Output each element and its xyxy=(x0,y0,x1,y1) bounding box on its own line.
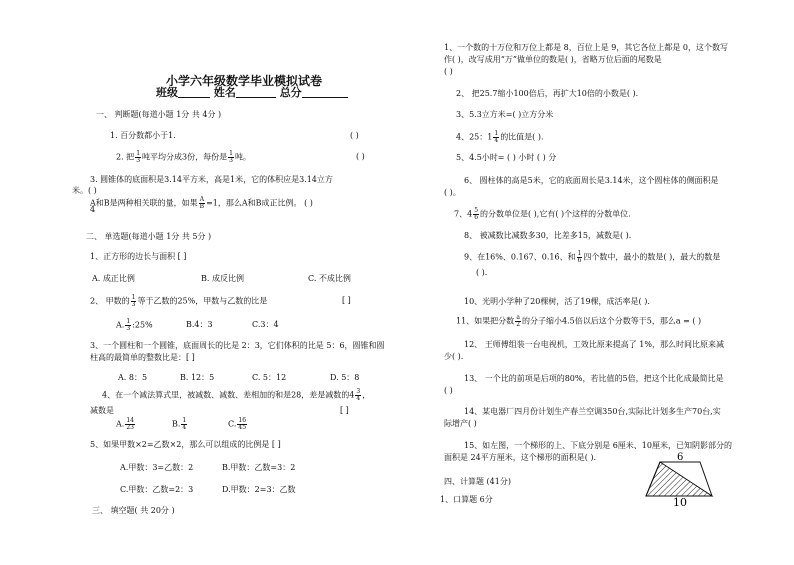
trapezoid-top-label: 6 xyxy=(677,452,684,463)
fill-q5: 5、4.5小时= ( ) 小时 ( ) 分 xyxy=(456,153,557,162)
total-blank[interactable] xyxy=(302,97,348,98)
fill-q10: 10、光明小学种了20棵树，活了19棵，成活率是( ). xyxy=(464,297,650,306)
choice-q2-option-a[interactable]: A. $\frac{1}{3}$ :25% xyxy=(116,318,153,332)
choice-q4-option-c[interactable]: C. $\frac{16}{45}$ xyxy=(228,417,247,431)
fill-q3: 3、5.3立方米=( )立方分米 xyxy=(456,110,554,119)
fill-q4: 4、25：1 $\frac{1}{4}$ 的比值是( ). xyxy=(456,130,544,144)
fill-q14-line1: 14、某电器厂四月份计划生产春兰空调350台,实际比计划多生产70台,实 xyxy=(464,407,721,416)
fill-q14-line2: 际增产( ) xyxy=(444,419,477,428)
choice-q2-bracket[interactable]: [ ] xyxy=(342,296,351,305)
fill-q12-line1: 12、 王师傅组装一台电视机，工效比原来提高了 1%，那么时间比原来减 xyxy=(464,340,724,349)
judgment-q3-line1: 3. 圆锥体的底面积是3.14平方米，高是1米，它的体积应是3.14立方 xyxy=(90,175,333,184)
fill-q15-line1: 15、如左图，一个梯形的上、下底分别是 6厘米、10厘米，已知阴影部分的 xyxy=(464,441,732,450)
judgment-q4: 4 xyxy=(90,205,96,214)
choice-q1: 1、正方形的边长与面积 [ ] xyxy=(90,252,187,261)
choice-q1-option-c[interactable]: C. 不成比例 xyxy=(308,274,351,283)
choice-q3-option-c[interactable]: C. 5：12 xyxy=(252,373,287,382)
judgment-q2-answer[interactable]: ( ) xyxy=(356,152,365,161)
choice-q2: 2、 甲数的 $\frac{1}{3}$ 等于乙数的25%，甲数与乙数的比是 xyxy=(90,294,268,308)
fill-q1-line2: 作( )，改写成用“万”做单位的数是( )，省略万位后面的尾数是 xyxy=(444,55,662,64)
choice-q5-option-d[interactable]: D.甲数：2=3：乙数 xyxy=(222,485,296,494)
choice-q4-option-b[interactable]: B. $\frac{1}{4}$ xyxy=(172,417,187,431)
choice-q3-option-d[interactable]: D. 5：8 xyxy=(330,373,360,382)
student-info-line xyxy=(156,87,348,98)
fill-q6-line2: ( )。 xyxy=(444,188,461,197)
judgment-q2: 2. 把 $\frac{1}{3}$ 吨平均分成3份，每份是 $\frac{1}{3}$ 吨。 xyxy=(116,150,251,164)
section-fill-blank-heading: 三、 填空题( 共 20分 ) xyxy=(92,506,175,515)
choice-q3-line2: 柱高的最简单的整数比是：[ ] xyxy=(90,353,195,362)
section-calculation-heading: 四、计算题 (41分) xyxy=(444,477,511,486)
choice-q2-option-b[interactable]: B.4：3 xyxy=(186,320,213,329)
trapezoid-figure xyxy=(640,452,720,508)
fill-q2: 2、 把25.7缩小100倍后，再扩大10倍的小数是( ). xyxy=(456,89,639,98)
choice-q5: 5、如果甲数×2=乙数×2，那么可以组成的比例是 [ ] xyxy=(90,440,281,449)
choice-q3-option-b[interactable]: B. 12：5 xyxy=(180,373,215,382)
fill-q1-line3: ( ) xyxy=(444,67,453,76)
fill-q12-line2: 少( ). xyxy=(444,352,464,361)
choice-q1-option-a[interactable]: A. 成正比例 xyxy=(92,274,135,283)
choice-q1-option-b[interactable]: B. 成反比例 xyxy=(201,274,244,283)
choice-q5-option-b[interactable]: B.甲数：乙数=3：2 xyxy=(222,463,296,472)
judgment-q1: 1. 百分数都小于1. xyxy=(110,131,176,140)
choice-q4-bracket[interactable]: [ ] xyxy=(340,406,349,415)
fill-q13-line2: ( ) xyxy=(444,386,453,395)
fill-q8: 8、 被减数比减数多30，比差多15，减数是( ). xyxy=(464,231,632,240)
class-blank[interactable] xyxy=(178,97,210,98)
section-judgment-heading: 一、 判断题(每道小题 1分 共 4分 ) xyxy=(96,110,222,119)
judgment-q3-line2: 米。( ) xyxy=(72,186,97,195)
exam-title: 小学六年级数学毕业模拟试卷 xyxy=(166,74,323,88)
choice-q5-option-a[interactable]: A.甲数：3=乙数：2 xyxy=(120,463,194,472)
fill-q11: 11、如果把分数 $\frac{a}{2}$ 的分子缩小4.5倍以后这个分数等于5，那么a = ( ) xyxy=(456,314,702,328)
choice-q4-line2: 减数是 xyxy=(90,406,114,415)
fill-q6-line1: 6、 圆柱体的高是5米，它的底面周长是3.14米，这个圆柱体的侧面积是 xyxy=(464,176,719,185)
fill-q13-line1: 13、 一个比的前项是后项的80%，若比值的5倍，把这个比化成最简比是 xyxy=(464,374,724,383)
fill-q7: 7、4 $\frac{5}{6}$ 的分数单位是( ),它有( )个这样的分数单位. xyxy=(454,207,631,221)
fill-q15-line2: 面积是 24平方厘米，这个梯形的面积是( ). xyxy=(444,453,597,462)
calc-q1-heading: 1、口算题 6分 xyxy=(440,495,493,504)
choice-q5-option-c[interactable]: C.甲数：乙数=2：3 xyxy=(120,485,194,494)
choice-q3-option-a[interactable]: A. 8：5 xyxy=(118,373,148,382)
judgment-q4-text: A和B是两种相关联的量，如果 $\frac{A}{B}$ =1，那么A和B成正比例。 ( ) xyxy=(90,196,313,210)
fill-q9-line1: 9、在16%、0.167、0.16̇、和 $\frac{1}{6}$ 四个数中，最小的数是( )，最大的数是 xyxy=(464,250,721,264)
fill-q1-line1: 1、一个数的十万位和万位上都是 8，百位上是 9，其它各位上都是 0，这个数写 xyxy=(444,43,728,52)
name-blank[interactable] xyxy=(236,97,276,98)
fill-q9-line2: ( ). xyxy=(476,268,488,277)
choice-q2-option-c[interactable]: C.3：4 xyxy=(252,320,279,329)
class-label: 班级 xyxy=(156,86,178,99)
section-single-choice-heading: 二、 单选题(每道小题 1分 共 5分 ) xyxy=(86,232,212,241)
choice-q3-line1: 3、一个圆柱和一个圆锥，底面周长的比是 2：3，它们体积的比是 5：6，圆锥和圆 xyxy=(90,341,385,350)
name-label: 姓名 xyxy=(213,86,236,99)
choice-q4-option-a[interactable]: A. $\frac{14}{23}$ xyxy=(116,417,134,431)
total-label: 总分 xyxy=(279,86,302,99)
judgment-q1-answer[interactable]: ( ) xyxy=(350,131,359,140)
trapezoid-bottom-label: 10 xyxy=(673,496,687,508)
choice-q4-line1: 4、在一个减法算式里，被减数、减数、差相加的和是28，差是减数的4 $\frac{3}{4}$ ， xyxy=(102,388,371,402)
